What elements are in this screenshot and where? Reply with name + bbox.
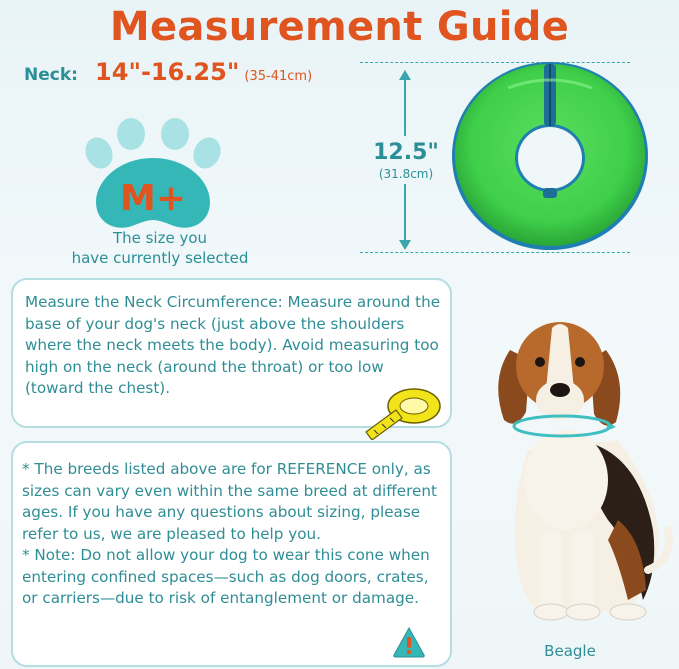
warning-icon [392,626,426,658]
neck-size-row [24,58,312,86]
safety-note: * Note: Do not allow your dog to wear this cone when entering confined spaces—such as dog doors, crates, or carriers—due to risk of entanglement or damage. [22,546,430,607]
neck-range: 14"-16.25" [95,58,240,86]
paw-icon [74,118,234,236]
size-caption-line2: have currently selected [71,249,249,267]
neck-label: Neck: [24,65,78,85]
dog-breed-label: Beagle [544,642,596,660]
size-caption-line1: The size you [112,229,208,247]
size-badge-label: M+ [120,178,186,219]
cone-collar-image [448,58,652,254]
size-caption [40,228,280,268]
instructions-text: Measure the Neck Circumference: Measure around the base of your dog's neck (just above the shoulders where the neck meets the body). Avoid measuring too high on the neck (around the throat) or too low (toward the chest). [25,293,441,397]
neck-range-metric: (35-41cm) [244,69,313,84]
diameter-value: 12.5" [373,140,439,165]
reference-note: * The breeds listed above are for REFERENCE only, as sizes can vary even within the same breed at different ages. If you have any questions about sizing, please refer to us, we are pleased to help you. [22,460,437,543]
notes-box [11,441,452,667]
diameter-metric: (31.8cm) [378,167,434,181]
measuring-tape-icon [362,382,444,440]
page-title: Measurement Guide [109,4,570,50]
beagle-dog-image [468,300,674,628]
